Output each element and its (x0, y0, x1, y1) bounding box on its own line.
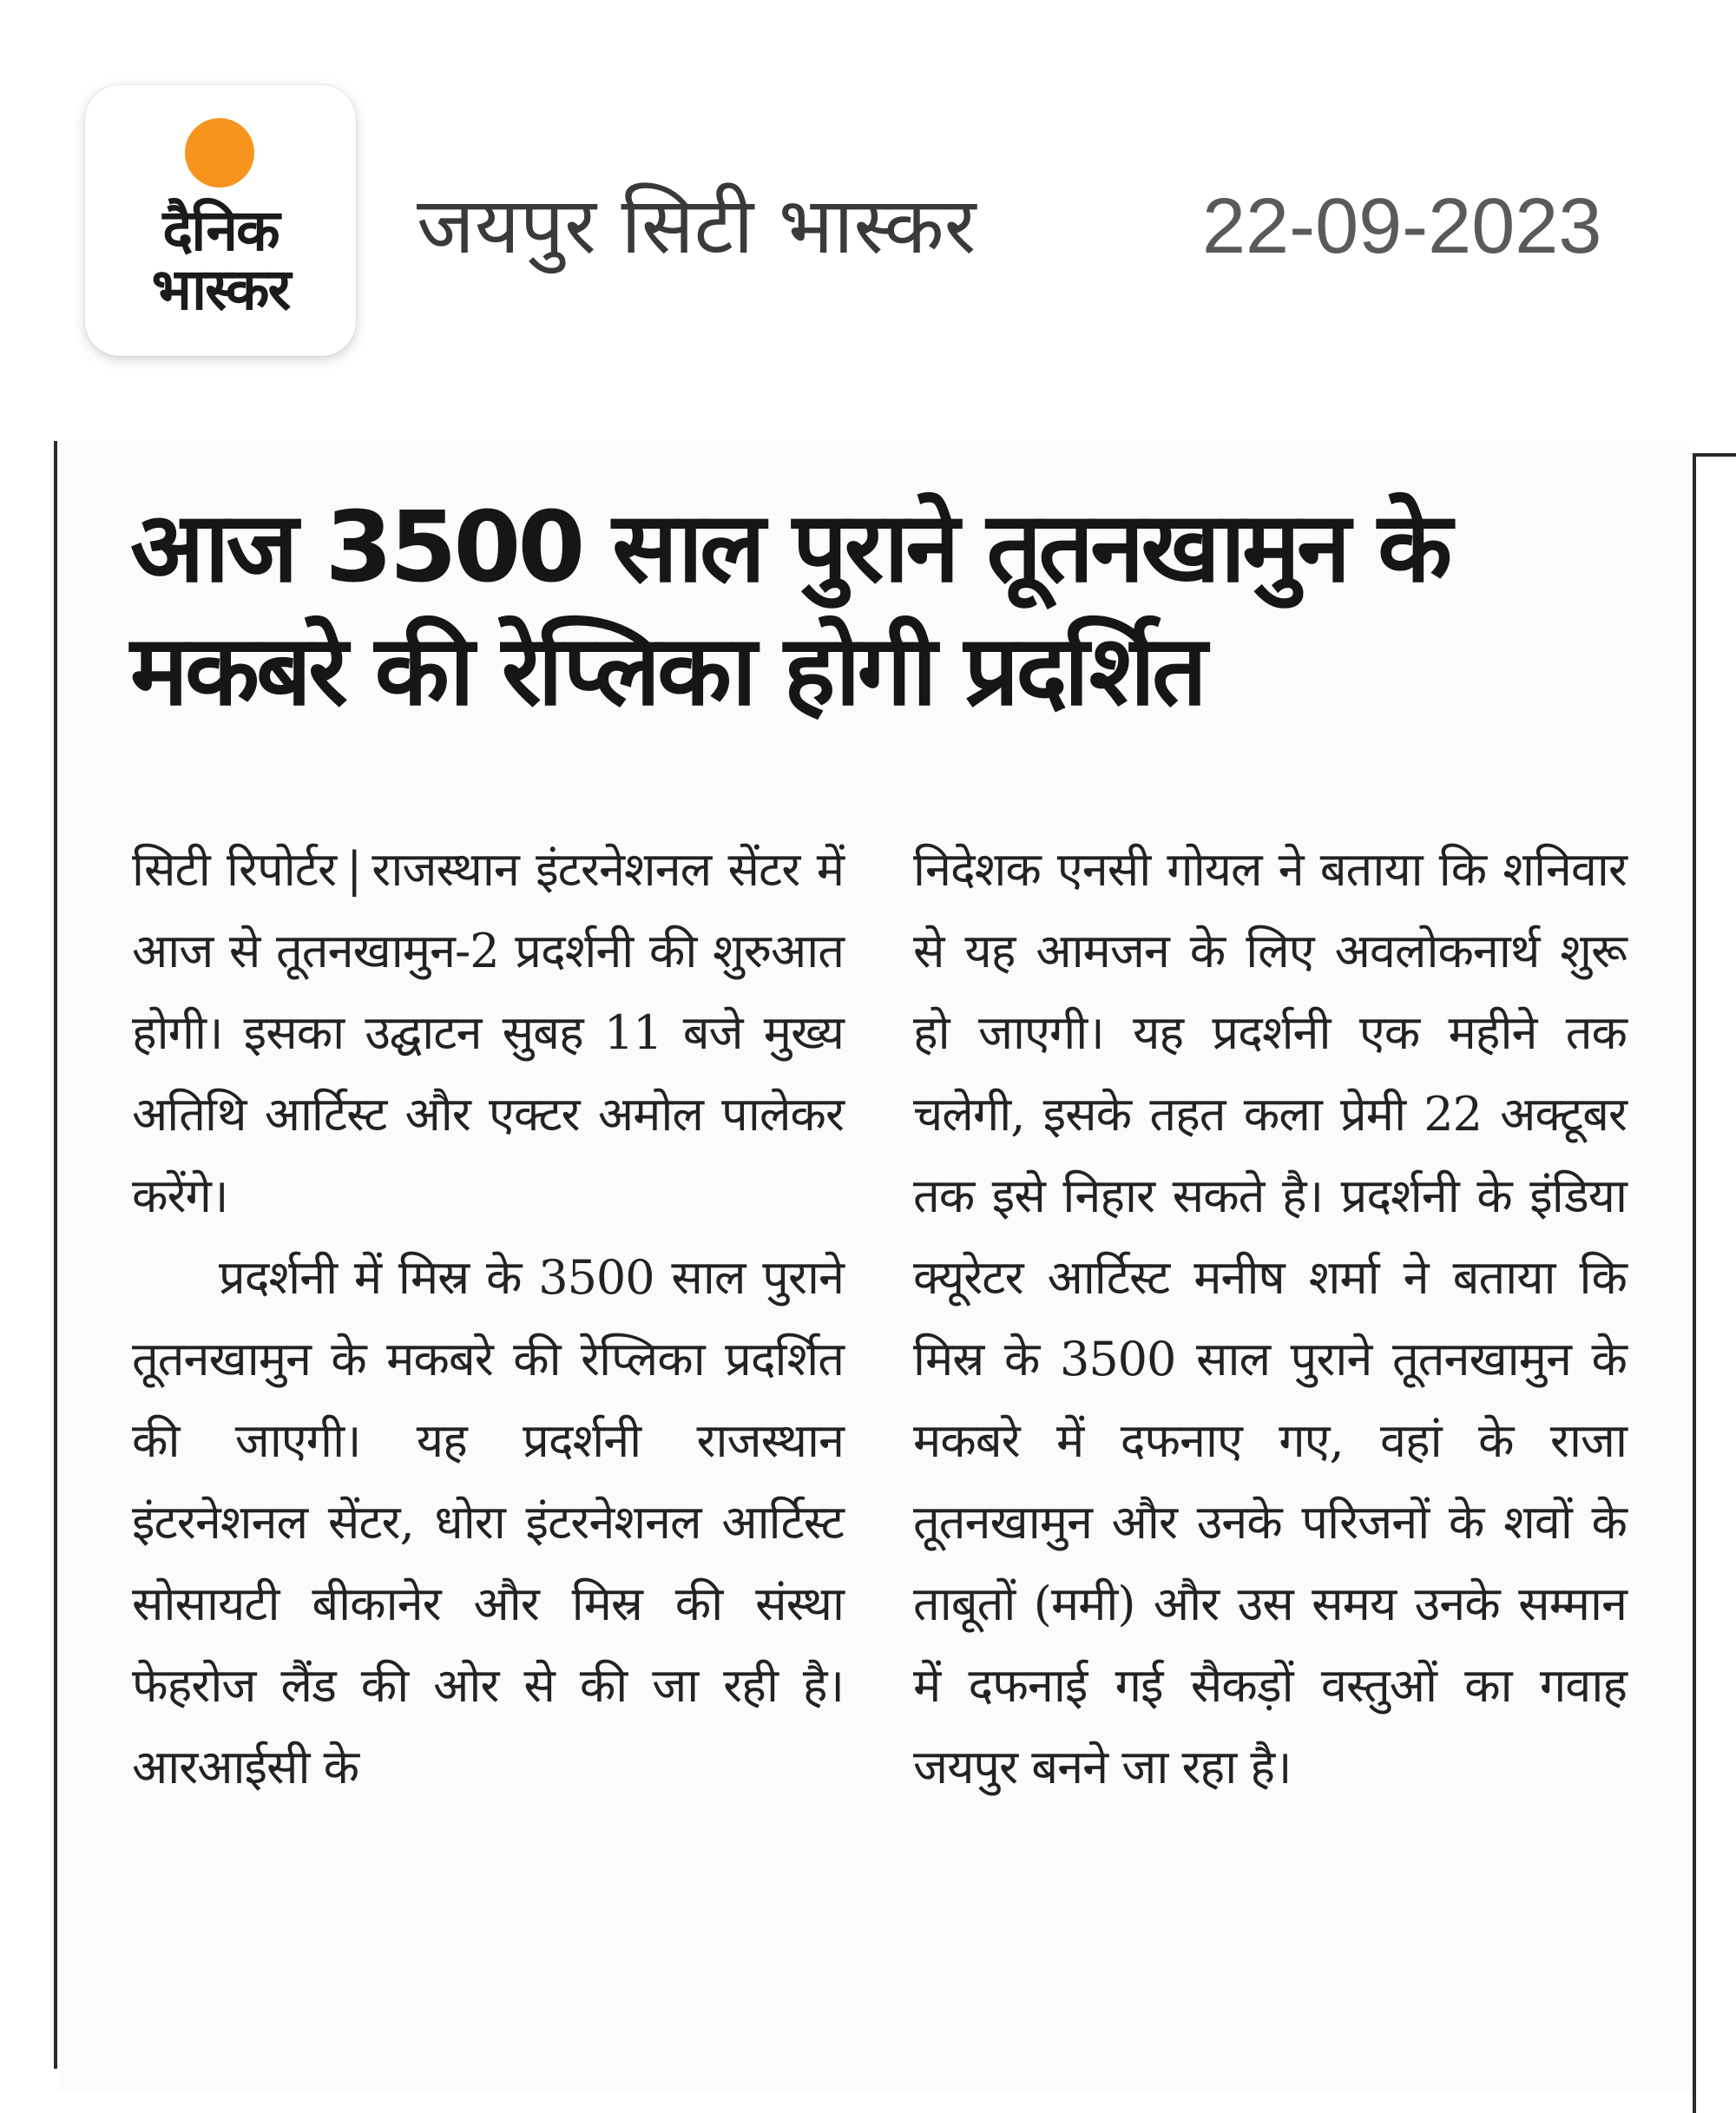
paragraph-1-text: राजस्थान इंटरनेशनल सेंटर में आज से तूतनखामुन-2 प्रदर्शनी की शुरुआत होगी। इसका उद्घाटन सुबह 11 बजे मुख्य अतिथि आर्टिस्ट और एक्टर अमोल पालेकर करेंगे। (132, 842, 844, 1223)
headline-line-1: आज 3500 साल पुराने तूतनखामुन के (130, 491, 1450, 604)
edition-name: जयपुर सिटी भास्कर (417, 181, 976, 272)
edition-date: 22-09-2023 (1202, 183, 1602, 270)
clipping-border-right (1693, 456, 1696, 2113)
clipping-border-left (54, 441, 57, 2069)
article-paragraph-2: प्रदर्शनी में मिस्र के 3500 साल पुराने तूतनखामुन के मकबरे की रेप्लिका प्रदर्शित की जाएगी। यह प्रदर्शनी राजस्थान इंटरनेशनल सेंटर, धोरा इंटरनेशनल आर्टिस्ट सोसायटी बीकानेर और मिस्र की संस्था फेहरोज लैंड की ओर से की जा रही है। आरआईसी के (132, 1250, 844, 1794)
logo-text-line1: दैनिक (162, 197, 279, 264)
headline-line-2: मकबरे की रेप्लिका होगी प्रदर्शित (130, 615, 1204, 727)
article-column-left (132, 829, 844, 1808)
logo-text-line2: भास्कर (151, 256, 290, 323)
byline-separator: | (346, 842, 362, 897)
clipping-border-top-right (1693, 453, 1736, 457)
sun-icon (185, 118, 254, 188)
newspaper-logo (85, 85, 356, 356)
article-column-right (913, 829, 1627, 1808)
byline: सिटी रिपोर्टर (132, 842, 337, 897)
article-paragraph-3: निदेशक एनसी गोयल ने बताया कि शनिवार से यह आमजन के लिए अवलोकनार्थ शुरू हो जाएगी। यह प्रदर्शनी एक महीने तक चलेगी, इसके तहत कला प्रेमी 22 अक्टूबर तक इसे निहार सकते है। प्रदर्शनी के इंडिया क्यूरेटर आर्टिस्ट मनीष शर्मा ने बताया कि मिस्र के 3500 साल पुराने तूतनखामुन के मकबरे में दफनाए गए, वहां के राजा तूतनखामुन और उनके परिजनों के शवों के ताबूतों (ममी) और उस समय उनके सम्मान में दफनाई गई सैकड़ों वस्तुओं का गवाह जयपुर बनने जा रहा है। (913, 842, 1627, 1794)
article-paragraph-1 (132, 829, 844, 1237)
article-headline (130, 486, 1658, 733)
